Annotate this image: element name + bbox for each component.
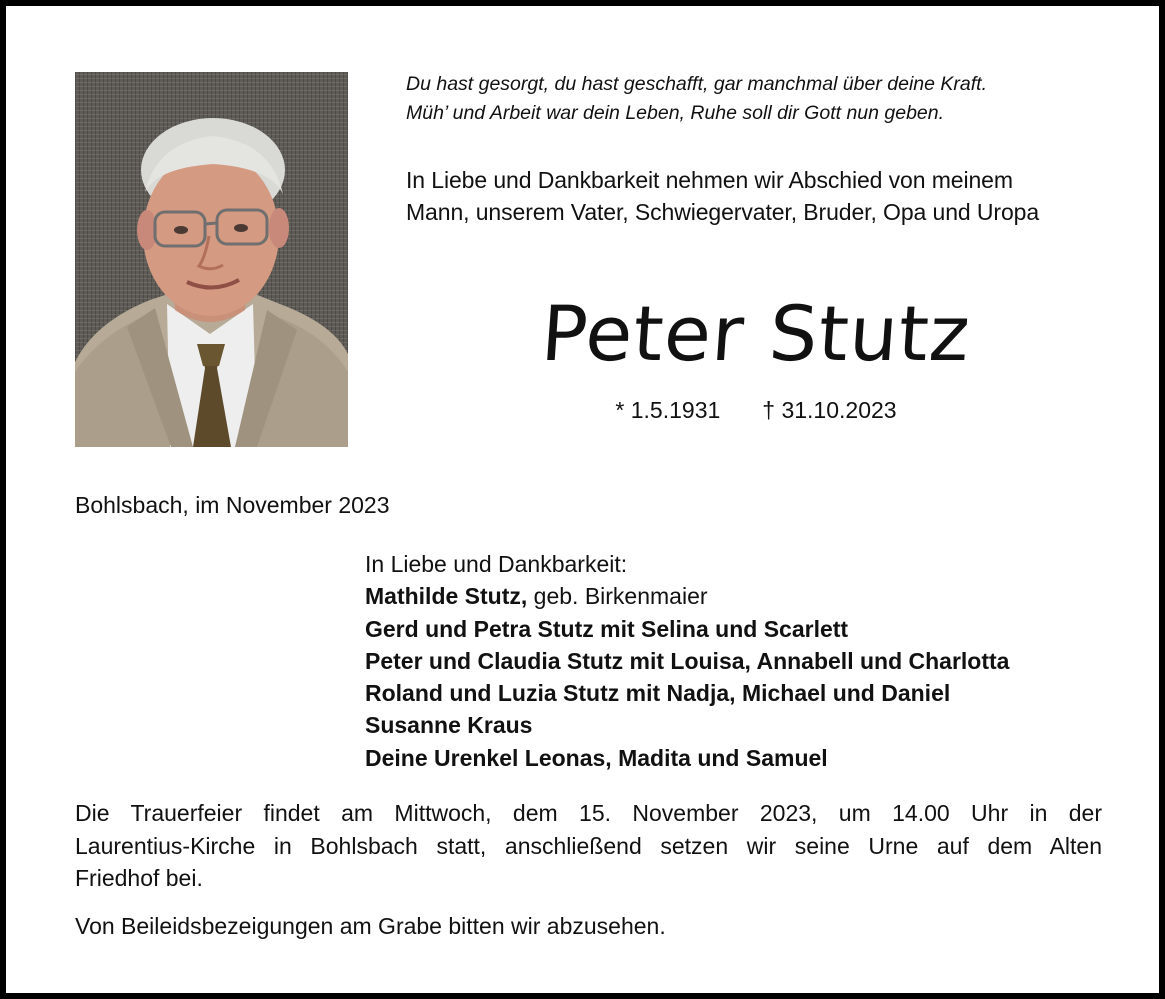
family-signatures — [365, 548, 1009, 774]
intro-line: Mann, unserem Vater, Schwiegervater, Bruder, Opa und Uropa — [406, 199, 1040, 225]
life-dates — [446, 395, 1066, 425]
memorial-quote — [406, 70, 1126, 128]
portrait-illustration — [75, 72, 348, 447]
birth-date: * 1.5.1931 — [615, 397, 721, 423]
death-date: † 31.10.2023 — [762, 397, 897, 423]
closing-request: Von Beileidsbezeigungen am Grabe bitten wir abzusehen. — [75, 913, 666, 939]
deceased-name: Peter Stutz — [538, 289, 974, 378]
service-line: Die Trauerfeier findet am Mittwoch, dem 15. November 2023, um 14.00 Uhr in der — [75, 800, 1102, 826]
quote-line: Müh’ und Arbeit war dein Leben, Ruhe soll dir Gott nun geben. — [406, 102, 945, 124]
family-line: Peter und Claudia Stutz mit Louisa, Annabell und Charlotta — [365, 647, 1010, 674]
spouse-line — [365, 580, 1009, 612]
place-and-date: Bohlsbach, im November 2023 — [75, 492, 390, 518]
farewell-intro — [406, 164, 1126, 228]
service-line: Friedhof bei. — [75, 865, 203, 891]
family-line: Deine Urenkel Leonas, Madita und Samuel — [365, 744, 828, 771]
funeral-service-notice — [75, 797, 1102, 895]
quote-line: Du hast gesorgt, du hast geschafft, gar manchmal über deine Kraft. — [406, 73, 987, 95]
family-line: Gerd und Petra Stutz mit Selina und Scarlett — [365, 615, 849, 642]
intro-line: In Liebe und Dankbarkeit nehmen wir Abschied von meinem — [406, 167, 1013, 193]
spouse-note: geb. Birkenmaier — [527, 583, 708, 610]
service-line: Laurentius-Kirche in Bohlsbach statt, anschließend setzen wir seine Urne auf dem Alten — [75, 832, 1102, 859]
portrait-photo — [75, 72, 348, 447]
spouse-name: Mathilde Stutz, — [365, 583, 528, 610]
family-heading: In Liebe und Dankbarkeit: — [365, 551, 628, 577]
family-line: Susanne Kraus — [365, 712, 533, 739]
family-line: Roland und Luzia Stutz mit Nadja, Michael und Daniel — [365, 680, 951, 707]
